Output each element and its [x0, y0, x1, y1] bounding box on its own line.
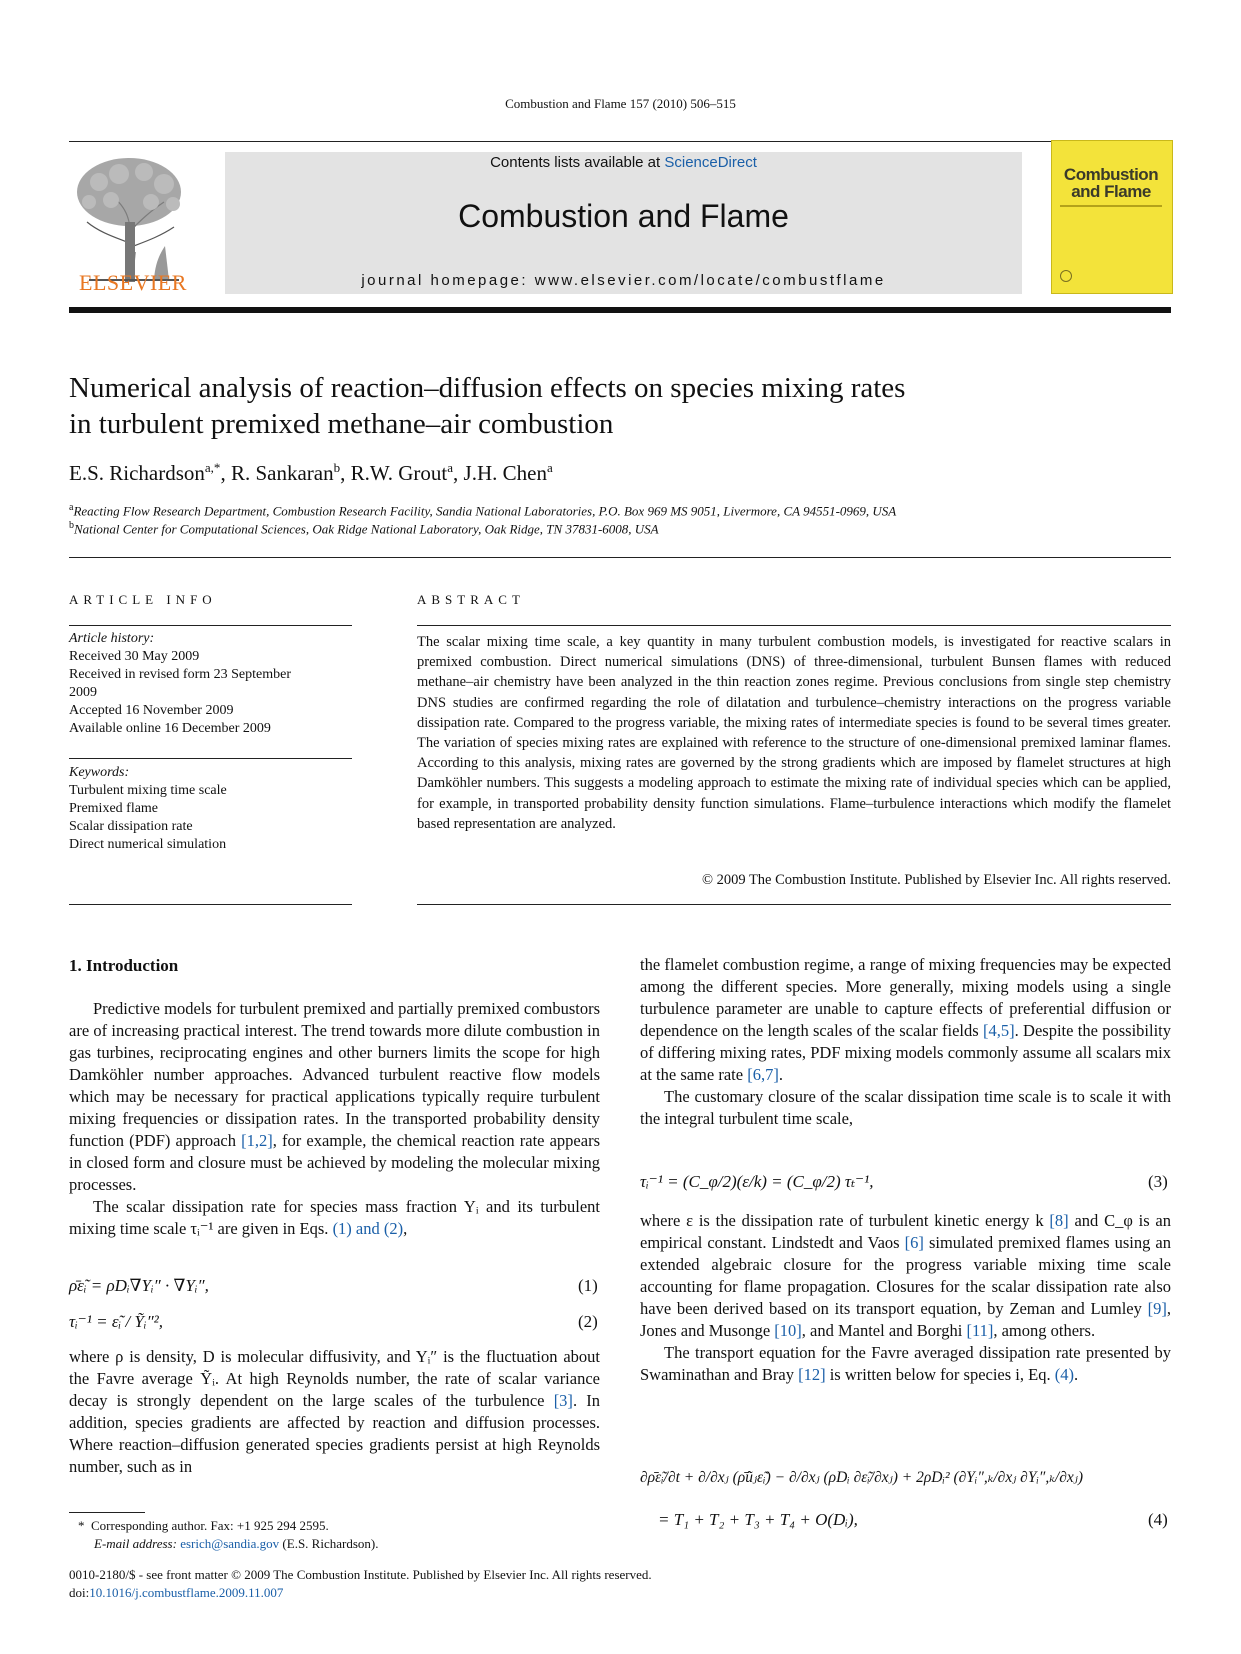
citation-link[interactable]: [9]	[1147, 1299, 1167, 1318]
keyword: Scalar dissipation rate	[69, 819, 193, 834]
citation-link[interactable]: [6,7]	[747, 1065, 779, 1084]
abstract-heading: ABSTRACT	[417, 592, 525, 607]
author-affil-sup[interactable]: b	[333, 460, 341, 475]
header-thick-rule	[69, 307, 1171, 313]
intro-right-paragraph-4	[640, 1342, 1171, 1386]
affiliation-b	[69, 520, 659, 537]
doi-link[interactable]: 10.1016/j.combustflame.2009.11.007	[89, 1585, 284, 1600]
text-run: where ρ is density, D is molecular diffusivity, and Yᵢ″ is the fluctuation about the Favre average Ỹᵢ. At high Reynolds number, the rate of scalar variance decay is strongly dependent on the large scales of the turbulence	[69, 1347, 600, 1410]
title-line-1: Numerical analysis of reaction–diffusion effects on species mixing rates	[69, 372, 906, 404]
equation-3: τᵢ⁻¹ = (C_φ/2)(ε/k) = (C_φ/2) τₜ⁻¹,	[640, 1172, 874, 1191]
intro-right-paragraph-3	[640, 1210, 1171, 1342]
author-list: E.S. Richardson$^{a,*}$, R. Sankaran$^b$, R.W. Grout$^a$, J.H. Chen$^a$	[69, 460, 553, 485]
doi-label: doi:	[69, 1585, 90, 1600]
equation-1-number: (1)	[578, 1276, 598, 1295]
contents-line	[225, 154, 1022, 171]
intro-right-middle	[640, 1210, 1171, 1386]
intro-paragraph-3	[69, 1346, 600, 1478]
equation-3-number: (3)	[1148, 1172, 1168, 1191]
text-run: . Despite the possibility of differing mixing rates, PDF mixing models commonly assume all scalars mix at the same rate	[640, 1021, 1171, 1084]
author-affil-sup[interactable]: a	[546, 460, 553, 475]
text-run: The transport equation for the Favre averaged dissipation rate presented by Swaminathan and Bray	[640, 1343, 1171, 1384]
equation-2-number: (2)	[578, 1312, 598, 1331]
text-run: .	[1073, 1365, 1079, 1384]
history-item: Available online 16 December 2009	[69, 721, 271, 736]
citation-link[interactable]: [10]	[774, 1321, 802, 1340]
citation-link[interactable]: [12]	[798, 1365, 826, 1384]
text-run: .	[778, 1065, 783, 1084]
equation-link[interactable]: (4)	[1054, 1365, 1074, 1384]
title-line-2: in turbulent premixed methane–air combustion	[69, 408, 614, 440]
article-history	[69, 630, 352, 738]
cover-seal-icon	[1060, 270, 1072, 282]
issn-line: 0010-2180/$ - see front matter © 2009 The Combustion Institute. Published by Elsevier Inc. All rights reserved.	[69, 1567, 652, 1582]
footnote-star: *	[78, 1518, 85, 1533]
footnote-corresponding	[78, 1517, 329, 1535]
email-link[interactable]: esrich@sandia.gov	[180, 1536, 280, 1551]
article-info-rule	[69, 625, 352, 626]
section-rule	[69, 557, 1171, 558]
cover-title-line2: and Flame	[1071, 182, 1151, 201]
history-item: Received 30 May 2009	[69, 649, 200, 664]
sciencedirect-link[interactable]: ScienceDirect	[664, 154, 757, 171]
text-run: , and Mantel and Borghi	[801, 1321, 967, 1340]
affiliation-sup: b	[69, 520, 74, 531]
keywords-label: Keywords:	[69, 765, 130, 780]
cover-subtitle-bar	[1060, 205, 1162, 207]
text-run: The scalar dissipation rate for species mass fraction Yᵢ and its turbulent mixing time scale τᵢ⁻¹ are given in Eqs.	[69, 1197, 600, 1238]
text-run: the flamelet combustion regime, a range of mixing frequencies may be expected among the different species. More generally, mixing models using a single turbulence parameter are unable to capture effects of preferential diffusion or dependence on the length scales of the scalar fields	[640, 955, 1171, 1040]
author-name[interactable]: R. Sankaran	[230, 461, 334, 485]
author-name[interactable]: R.W. Grout	[350, 461, 448, 485]
equation-link[interactable]: (1) and (2)	[332, 1219, 404, 1238]
intro-left-bottom	[69, 1346, 600, 1478]
affiliation-text: Reacting Flow Research Department, Combustion Research Facility, Sandia National Laboratories, P.O. Box 969 MS 9051, Livermore, CA 94551-0969, USA	[73, 503, 897, 519]
affiliation-a	[69, 502, 896, 519]
equation-2: τᵢ⁻¹ = ε̃ᵢ / Ỹᵢ″²,	[69, 1312, 163, 1331]
keyword: Turbulent mixing time scale	[69, 783, 227, 798]
equation-1: ρ̄ε̃ᵢ = ρDᵢ∇Yᵢ″ · ∇Yᵢ″,	[69, 1276, 209, 1295]
author-affil-sup[interactable]: a	[447, 460, 454, 475]
intro-paragraph-2	[69, 1196, 600, 1240]
abstract-text: The scalar mixing time scale, a key quantity in many turbulent combustion models, is investigated for reactive scalars in premixed combustion. Direct numerical simulations (DNS) of three-dimensional, turbulent Bunsen flames with reduced methane–air chemistry have been analyzed in the thin reaction zones regime. Previous conclusions from single step chemistry DNS studies are confirmed regarding the role of dilatation and turbulence–chemistry interactions on the progress variable dissipation rate. Compared to the progress variable, the mixing rates of intermediate species is found to be several times greater. The variation of species mixing rates are explained with reference to the structure of one-dimensional premixed laminar flames. According to this analysis, mixing rates are governed by the strong gradients which are imposed by flamelet structures at high Damköhler numbers. This suggests a modeling approach to estimate the mixing rate of individual species which can be applied, for example, in transported probability density function simulations. Flame–turbulence interactions which modify the flamelet based representation are analyzed.	[417, 634, 1171, 832]
author-name[interactable]: E.S. Richardson	[69, 461, 205, 485]
footnote-rule	[69, 1512, 145, 1513]
intro-paragraph-1	[69, 998, 600, 1196]
affiliation-text: National Center for Computational Sciences, Oak Ridge National Laboratory, Oak Ridge, TN 37831-6008, USA	[74, 521, 659, 537]
history-item: 2009	[69, 685, 97, 700]
contents-prefix: Contents lists available at	[490, 154, 665, 171]
citation-link[interactable]: [6]	[904, 1233, 924, 1252]
article-title	[69, 370, 1069, 442]
intro-right-top	[640, 954, 1171, 1130]
article-info-heading: ARTICLE INFO	[69, 592, 217, 607]
citation-link[interactable]: [8]	[1049, 1211, 1069, 1230]
footnote-email	[94, 1535, 378, 1553]
journal-reference: Combustion and Flame 157 (2010) 506–515	[505, 96, 736, 111]
intro-right-paragraph-1	[640, 954, 1171, 1086]
text-run: . In addition, species gradients are affected by reaction and diffusion processes. Where reaction–diffusion generated species gradients persist at high Reynolds number, such as in	[69, 1391, 600, 1476]
publisher-wordmark: ELSEVIER	[79, 270, 187, 295]
text-run: , for example, the chemical reaction rate appears in closed form and closure must be achieved by modeling the molecular mixing processes.	[69, 1131, 600, 1194]
history-item: Accepted 16 November 2009	[69, 703, 234, 718]
email-owner: (E.S. Richardson).	[279, 1536, 379, 1551]
equation-4-line-1: ∂ρ̄ε̃ᵢ/∂t + ∂/∂xⱼ (ρ̄ũⱼε̃ᵢ) − ∂/∂xⱼ (ρDᵢ ∂ε̃ᵢ/∂xⱼ) + 2ρDᵢ² (∂Yᵢ″,ₖ/∂xⱼ ∂Yᵢ″,ₖ/∂xⱼ)	[640, 1469, 1083, 1486]
author-name[interactable]: J.H. Chen	[463, 461, 547, 485]
equation-4-line-2: = T₁ + T₂ + T₃ + T₄ + O(Dᵢ),	[658, 1510, 858, 1529]
journal-name: Combustion and Flame	[458, 198, 789, 234]
keywords-rule	[69, 758, 352, 759]
doi-line	[69, 1584, 283, 1602]
citation-link[interactable]: [1,2]	[241, 1131, 273, 1150]
text-run: , Jones and Musonge	[640, 1299, 1171, 1340]
citation-link[interactable]: [4,5]	[982, 1021, 1015, 1040]
journal-cover-title	[1051, 166, 1171, 200]
section-title-introduction: 1. Introduction	[69, 956, 179, 975]
abstract-end-rule	[417, 904, 1171, 905]
keyword: Premixed flame	[69, 801, 159, 816]
author-affil-sup[interactable]: a,*	[204, 460, 221, 475]
text-run: is written below for species i, Eq.	[825, 1365, 1055, 1384]
intro-right-paragraph-2: The customary closure of the scalar dissipation time scale is to scale it with the integral turbulent time scale,	[640, 1087, 1171, 1128]
history-label: Article history:	[69, 631, 155, 646]
citation-link[interactable]: [3]	[553, 1391, 573, 1410]
footnote-corresponding-text: Corresponding author. Fax: +1 925 294 2595.	[91, 1518, 329, 1533]
citation-link[interactable]: [11]	[966, 1321, 994, 1340]
text-run: where ε is the dissipation rate of turbulent kinetic energy k	[640, 1211, 1050, 1230]
abstract-copyright: © 2009 The Combustion Institute. Published by Elsevier Inc. All rights reserved.	[701, 872, 1171, 888]
affiliation-sup: a	[69, 502, 74, 513]
header-rule	[69, 141, 1171, 142]
keywords-block	[69, 764, 352, 854]
abstract-rule	[417, 625, 1171, 626]
text-run: Predictive models for turbulent premixed and partially premixed combustors are of increasing practical interest. The trend towards more dilute combustion in gas turbines, reciprocating engines and other burners limits the scope for high Damköhler number approaches. Advanced turbulent reactive flow models which may be necessary for practical applications typically require turbulent mixing frequencies or dissipation rates. In the transported probability density function (PDF) approach	[69, 999, 600, 1150]
history-item: Received in revised form 23 September	[69, 667, 291, 682]
cover-title-line1: Combustion	[1063, 165, 1159, 184]
equation-4-number: (4)	[1148, 1510, 1168, 1529]
text-run: ,	[403, 1219, 408, 1238]
intro-left-top	[69, 998, 600, 1240]
text-run: , among others.	[993, 1321, 1096, 1340]
text-run: and C_φ is an empirical constant. Lindstedt and Vaos	[640, 1211, 1172, 1252]
journal-homepage-link[interactable]: journal homepage: www.elsevier.com/locate/combustflame	[361, 272, 886, 289]
keyword: Direct numerical simulation	[69, 837, 227, 852]
text-run: simulated premixed flames using an extended algebraic closure for the progress variable mixing time scale accounting for flame propagation. Closures for the scalar dissipation rate also have been derived based on its transport equation, by Zeman and Lumley	[640, 1233, 1171, 1318]
email-label: E-mail address:	[94, 1536, 181, 1551]
article-info-end-rule	[69, 904, 352, 905]
